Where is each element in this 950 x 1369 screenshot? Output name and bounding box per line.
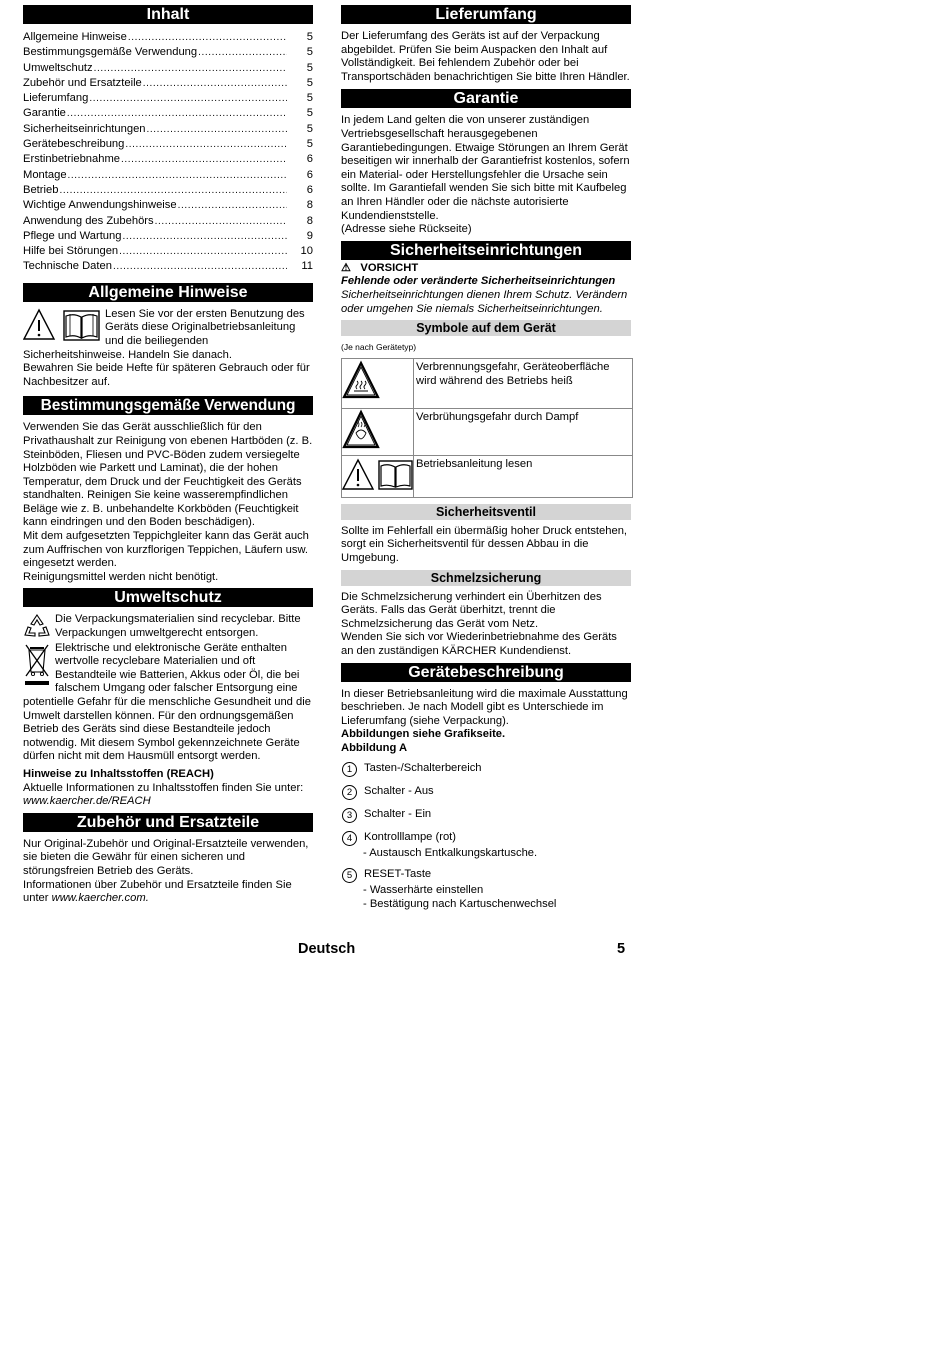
toc-label: Sicherheitseinrichtungen — [23, 122, 146, 135]
umwelt-recycle-block — [23, 613, 313, 640]
toc-page: 5 — [306, 92, 313, 105]
umwelt-p1: Die Verpackungsmaterialien sind recyclebar. Bitte Verpackungen umweltgerecht entsorgen. — [55, 613, 301, 640]
toc-leader — [125, 137, 287, 152]
geraete-p3: Abbildung A — [341, 742, 408, 754]
toc-leader — [121, 152, 287, 167]
item-number: 2 — [342, 785, 357, 800]
reach-text: Aktuelle Informationen zu Inhaltsstoffen finden Sie unter: www.kaercher.de/REACH — [23, 781, 304, 808]
weee-crossed-bin-icon — [23, 642, 51, 686]
toc-page: 6 — [306, 168, 313, 181]
component-item — [341, 784, 631, 800]
symbol-row — [342, 408, 633, 456]
item-number: 3 — [342, 808, 357, 823]
hot-surface-icon — [342, 359, 413, 403]
schmelz-title: Schmelzsicherung — [341, 570, 631, 586]
allgemeine-p2: Bewahren Sie beide Hefte für späteren Gebrauch oder für Nachbesitzer auf. — [23, 362, 310, 388]
toc-label: Pflege und Wartung — [23, 229, 122, 242]
zubehoer-p1: Nur Original-Zubehör und Original-Ersatzteile verwenden, sie bieten die Gewähr für einen sicheren und störungsfreien Betrieb des Geräts. — [23, 837, 309, 877]
read-manual-icon — [342, 456, 413, 492]
umwelt-p2: Elektrische und elektronische Geräte enthalten wertvolle recyclebare Materialien und oft Bestandteile wie Batterien, Akkus oder Öl, die bei falschem Umgang oder falscher Entsorgung eine potentielle Gefahr für die menschliche Gesundheit und die Umwelt darstellen können. Für den ordnungsgemäßen Betrieb des Geräts sind diese Bestandteile jedoch notwendig. Mit diesem Symbol gekennzeichnete Geräte dürfen nicht mit dem Hausmüll entsorgt werden. — [23, 641, 311, 763]
umwelt-weee-block — [23, 642, 313, 764]
je-nach-geraetetyp: (Je nach Gerätetyp) — [341, 342, 417, 353]
toc-label: Garantie — [23, 107, 66, 120]
toc-leader — [113, 259, 287, 274]
zubehoer-title: Zubehör und Ersatzteile — [23, 813, 313, 832]
bestimmung-p3: Reinigungsmittel werden nicht benötigt. — [23, 570, 219, 583]
toc-page: 5 — [306, 76, 313, 89]
toc-label: Umweltschutz — [23, 61, 93, 74]
footer-page-number: 5 — [617, 941, 626, 957]
symbol-steam-text: Verbrühungsgefahr durch Dampf — [414, 408, 633, 456]
warning-read-manual-icon — [23, 308, 101, 342]
toc-leader — [122, 229, 287, 244]
toc-entry[interactable] — [23, 229, 313, 244]
toc-leader — [143, 76, 287, 91]
toc-entry[interactable] — [23, 122, 313, 137]
toc-page: 5 — [306, 31, 313, 43]
geraete-p2: Abbildungen siehe Grafikseite. — [341, 728, 506, 741]
liefer-p1: Der Lieferumfang des Geräts ist auf der Verpackung abgebildet. Prüfen Sie beim Auspacken den Inhalt auf Vollständigkeit. Bei fehlendem Zubehör oder bei Transportschäden benachrichtigen Sie bitte Ihren Händler. — [341, 30, 630, 83]
footer-language: Deutsch — [298, 941, 356, 957]
bestimmung-p1: Verwenden Sie das Gerät ausschließlich für den Privathaushalt zur Reinigung von ebenen Hartböden (z. B. Steinböden, Fliesen und PVC-Böden zudem versiegelte Holzböden wie Parkett und Laminat), die der hohen Temperatur, dem Druck und der Feuchtigkeit des Geräts standhalten. Reinigen Sie keine wasserempfindlichen Beläge wie z. B. unbehandelte Korkböden (Feuchtigkeit kann eindringen und den Boden beschädigen). — [23, 421, 313, 529]
item-label: Tasten-/Schalterbereich — [364, 761, 482, 774]
component-item — [341, 807, 631, 823]
toc-label: Hilfe bei Störungen — [23, 245, 119, 258]
ventil-title: Sicherheitsventil — [341, 504, 631, 520]
toc-label: Betrieb — [23, 183, 59, 196]
item-sub: - Wasserhärte einstellen — [363, 883, 484, 896]
toc-leader — [128, 30, 287, 45]
warning-text: Sicherheitseinrichtungen dienen Ihrem Schutz. Verändern oder umgehen Sie niemals Sicherheitseinrichtungen. — [341, 288, 628, 315]
toc-page: 5 — [306, 138, 313, 151]
toc-leader — [68, 168, 287, 183]
symbol-table — [341, 358, 633, 498]
warning-icon: ⚠ — [341, 261, 352, 274]
right-column — [341, 5, 631, 918]
toc-page: 11 — [301, 260, 313, 273]
table-of-contents — [23, 30, 313, 275]
symbol-row — [342, 359, 633, 409]
allgemeine-title: Allgemeine Hinweise — [23, 283, 313, 302]
item-sub: - Austausch Entkalkungskartusche. — [363, 846, 538, 859]
toc-entry[interactable] — [23, 259, 313, 274]
garantie-title: Garantie — [341, 89, 631, 108]
toc-page: 8 — [306, 214, 313, 227]
schmelz-p2: Wenden Sie sich vor Wiederinbetriebnahme des Geräts an den zuständigen KÄRCHER Kundendienst. — [341, 631, 617, 658]
geraete-p1: In dieser Betriebsanleitung wird die maximale Ausstattung beschrieben. Je nach Modell gibt es Unterschiede im Lieferumfang (siehe Verpackung). — [341, 687, 628, 727]
toc-entry[interactable] — [23, 244, 313, 259]
symbole-title: Symbole auf dem Gerät — [341, 320, 631, 336]
ventil-text: Sollte im Fehlerfall ein übermäßig hoher Druck entstehen, sorgt ein Sicherheitsventil für dessen Abbau in die Umgebung. — [341, 524, 628, 565]
toc-leader — [178, 198, 287, 213]
toc-leader — [59, 183, 287, 198]
component-item — [341, 761, 631, 777]
kaercher-link[interactable]: www.kaercher.com. — [51, 892, 149, 905]
toc-leader — [94, 61, 287, 76]
toc-label: Anwendung des Zubehörs — [23, 214, 154, 227]
garantie-p2: (Adresse siehe Rückseite) — [341, 223, 472, 236]
toc-label: Erstinbetriebnahme — [23, 153, 121, 166]
component-item — [341, 830, 631, 860]
toc-label: Wichtige Anwendungshinweise — [23, 199, 177, 212]
toc-entry[interactable] — [23, 214, 313, 229]
toc-entry[interactable] — [23, 168, 313, 183]
item-sub: - Bestätigung nach Kartuschenwechsel — [363, 897, 557, 910]
bestimmung-p2: Mit dem aufgesetzten Teppichgleiter kann das Gerät auch zum Auffrischen von kurzflorigen Teppichen, Läufern usw. eingesetzt werden. — [23, 530, 309, 570]
toc-leader — [119, 244, 287, 259]
liefer-title: Lieferumfang — [341, 5, 631, 24]
toc-label: Gerätebeschreibung — [23, 138, 125, 151]
sicherheit-title: Sicherheitseinrichtungen — [341, 241, 631, 260]
reach-title: Hinweise zu Inhaltsstoffen (REACH) — [23, 767, 214, 780]
toc-page: 5 — [306, 122, 313, 135]
toc-leader — [198, 45, 287, 60]
toc-label: Bestimmungsgemäße Verwendung — [23, 46, 198, 59]
toc-page: 10 — [300, 245, 313, 258]
reach-link[interactable]: www.kaercher.de/REACH — [23, 795, 151, 808]
toc-page: 9 — [306, 229, 313, 242]
symbol-manual-text: Betriebsanleitung lesen — [414, 456, 633, 498]
item-label: Kontrolllampe (rot) — [364, 830, 457, 843]
toc-entry[interactable] — [23, 91, 313, 106]
warning-heading: Fehlende oder veränderte Sicherheitseinrichtungen — [341, 275, 616, 288]
zubehoer-p2: Informationen über Zubehör und Ersatzteile finden Sie unter www.kaercher.com. — [23, 878, 292, 905]
item-label: RESET-Taste — [364, 867, 432, 880]
geraete-title: Gerätebeschreibung — [341, 663, 631, 682]
allgemeine-section — [23, 308, 313, 390]
toc-entry[interactable] — [23, 152, 313, 167]
recycle-icon — [23, 613, 51, 639]
toc-entry[interactable] — [23, 198, 313, 213]
toc-entry[interactable] — [23, 45, 313, 60]
schmelz-p1: Die Schmelzsicherung verhindert ein Überhitzen des Geräts. Falls das Gerät überhitzt, trennt die Schmelzsicherung das Gerät vom Netz. — [341, 590, 602, 630]
toc-page: 6 — [306, 183, 313, 196]
steam-scald-icon — [342, 409, 413, 451]
item-number: 5 — [342, 868, 357, 883]
inhalt-title: Inhalt — [23, 5, 313, 24]
toc-page: 5 — [306, 61, 313, 74]
component-list — [341, 761, 631, 911]
toc-entry[interactable] — [23, 30, 313, 45]
toc-label: Allgemeine Hinweise — [23, 31, 127, 43]
item-number: 1 — [342, 762, 357, 777]
toc-entry[interactable] — [23, 106, 313, 121]
umwelt-title: Umweltschutz — [23, 588, 313, 607]
symbol-row — [342, 456, 633, 498]
toc-page: 8 — [306, 199, 313, 212]
toc-leader — [89, 91, 287, 106]
toc-entry[interactable] — [23, 76, 313, 91]
left-column — [23, 5, 313, 906]
bestimmung-title: Bestimmungsgemäße Verwendung — [23, 396, 313, 415]
toc-label: Montage — [23, 168, 67, 181]
allgemeine-p1: Lesen Sie vor der ersten Benutzung des Geräts diese Originalbetriebsanleitung und die beiliegenden Sicherheitshinweise. Handeln Sie danach. — [23, 307, 305, 361]
item-label: Schalter - Aus — [364, 784, 434, 797]
item-number: 4 — [342, 831, 357, 846]
toc-page: 6 — [306, 153, 313, 166]
toc-entry[interactable] — [23, 61, 313, 76]
symbol-hot-text: Verbrennungsgefahr, Geräteoberfläche wird während des Betriebs heiß — [414, 359, 633, 409]
toc-leader — [147, 122, 287, 137]
warning-label-row: ⚠ VORSICHT — [341, 261, 419, 274]
component-item — [341, 867, 631, 911]
toc-entry[interactable] — [23, 183, 313, 198]
toc-leader — [155, 214, 287, 229]
toc-entry[interactable] — [23, 137, 313, 152]
toc-page: 5 — [306, 46, 313, 59]
toc-label: Lieferumfang — [23, 92, 89, 105]
item-label: Schalter - Ein — [364, 807, 432, 820]
toc-leader — [67, 106, 287, 121]
toc-label: Zubehör und Ersatzteile — [23, 76, 142, 89]
garantie-p1: In jedem Land gelten die von unserer zuständigen Vertriebsgesellschaft herausgegebenen Garantiebedingungen. Etwaige Störungen an Ihrem Gerät beseitigen wir innerhalb der Garantiefrist kostenlos, sofern ein Material- oder Herstellungsfehler die Ursache sein sollte. Im Garantiefall wenden Sie sich bitte mit Kaufbeleg an Ihren Händler oder die nächste autorisierte Kundendienststelle. — [341, 114, 630, 222]
toc-label: Technische Daten — [23, 260, 112, 273]
toc-page: 5 — [306, 107, 313, 120]
